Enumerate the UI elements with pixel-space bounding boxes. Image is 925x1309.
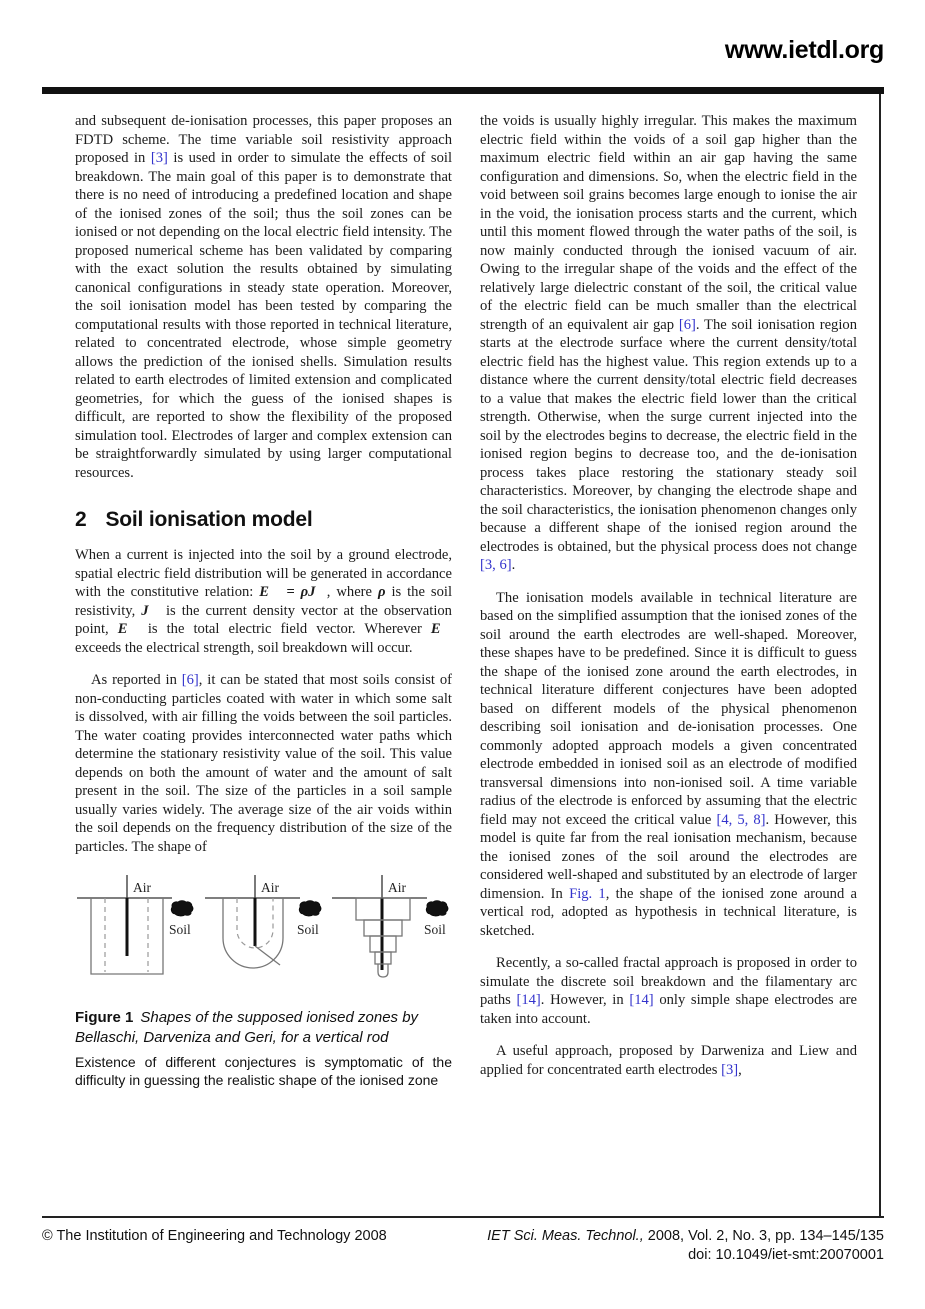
paragraph [480,112,857,575]
paragraph [75,671,452,856]
diagram-u-shaped-zone [203,872,325,992]
citation-link[interactable]: [6] [678,316,696,333]
journal-site-link[interactable]: www.ietdl.org [724,36,884,64]
text-run: The ionisation models available in technical literature are based on the simplified assumption that the ionised zones of the soil around the earth electrodes are well-shaped. Moreover, these shapes have to be predefined. Since it is difficult to guess the shape of the ionised zone around the earth electrodes, in technical literature different conjectures have been adopted based on different models of the physical phenomenon describing soil ionisation and de-ionisation processes. One commonly adopted approach models a given concentrated electrode embedded in ionised soil as an electrode of modified transversal dimensions into non-ionised soil. A time variable radius of the electrode is enforced by assuming that the electric field may not exceed the critical value [480,589,857,828]
text-run: . The soil ionisation region starts at the electrode surface where the current density/total electric field has the highest value. This region extends up to a distance where the current density/total electric field decreases to a value that makes the electric field lower than the critical strength. Otherwise, when the surge current injected into the soil by the electrodes begins to decrease, the electric field in the ionised region begins to decrease too, and the de-ionisation process takes place restoring the stationary steady soil characteristics. Moreover, by changing the electrode shape and the soil characteristics, the ionisation phenomenon changes only because a different shape of the ionised region around the electrodes is obtained, but the physical process does not change [480,316,857,555]
citation-link[interactable]: [3] [721,1061,739,1078]
text-run: E⃗ = ρJ⃗ [259,584,327,600]
text-run: ρ [377,584,386,600]
citation-link[interactable]: [3] [150,150,168,166]
ionised-zone-outline [223,898,283,968]
text-run: only simple shape electrodes are taken into account. [480,992,857,1027]
soil-blob-icon [426,901,448,917]
right-column [480,112,857,1093]
section-title: Soil ionisation model [105,508,313,531]
text-run: Recently, a so-called fractal approach is proposed in order to simulate the discrete soil breakdown and the filamentary arc paths [480,955,857,1008]
text-run: J⃗ [141,602,160,619]
figure1-diagrams [75,872,452,992]
paragraph [75,112,452,482]
diagram-stepped-zone [330,872,452,992]
text-run: exceeds the electrical strength, soil breakdown will occur. [75,639,413,656]
figure-1 [75,872,452,1089]
text-run: A useful approach, proposed by Darweniza and Liew and applied for concentrated earth electrodes [480,1043,857,1078]
text-run: is the total electric field vector. Wherever [138,621,431,637]
soil-label: Soil [296,922,319,937]
citation-link[interactable]: [6] [181,672,199,688]
text-run: , where [326,584,378,600]
figure-caption [75,1008,452,1047]
text-run: E⃗ [117,621,139,637]
left-column [75,112,452,1093]
paragraph [75,546,452,657]
section-heading [75,508,452,532]
text-run: , it can be stated that most soils consist of non-conducting particles coated with water in which some salt is dissolved, with air filling the voids between the soil particles. The water coating provides interconnected water paths which determine the stationary resistivity value of the soil. This value depends on both the amount of water and the amount of salt present in the soil. The size of the particles in a soil sample usually varies widely. The average size of the air voids within the soil depends on the frequency distribution of the size of the particles. The shape of [75,672,452,855]
paragraph [480,1042,857,1079]
two-column-body [75,112,857,1093]
text-run: is the current density vector at the observation point, [75,602,452,637]
text-run: , [738,1061,742,1078]
air-label: Air [260,880,279,895]
figure-subcaption: Existence of different conjectures is symptomatic of the difficulty in guessing the realistic shape of the ionised zone [75,1054,452,1088]
doi: doi: 10.1049/iet-smt:20070001 [688,1247,884,1263]
paragraph [480,589,857,941]
citation-details: 2008, Vol. 2, No. 3, pp. 134–145/135 [643,1228,884,1244]
citation-link[interactable]: [14] [629,992,654,1008]
text-run: the voids is usually highly irregular. This makes the maximum electric field within the voids of a soil gap higher than the maximum electric field within an air gap having the same configuration and dimensions. So, when the electric field in the void between soil grains becomes large enough to ionise the air in the void, the ionisation process starts and the current, which until this moment flowed through the water paths of the soil, is now mainly conducted through the ionised vacuum of air. Owing to the irregular shape of the voids and the effect of the relatively large dielectric constant of the soil, the critical value of the electric field can be much smaller than the electrical strength of an equivalent air gap [480,113,857,333]
section-number: 2 [75,508,87,531]
citation-link[interactable]: [14] [516,992,541,1008]
soil-label: Soil [424,922,446,937]
citation-link[interactable]: Fig. 1 [569,885,606,902]
text-run: . [511,557,516,573]
text-run: is used in order to simulate the effects of soil breakdown. The main goal of this paper is to demonstrate that there is no need of introducing a predefined location and shape of the ionised zones of the soil; thus the soil zones can be ionised or not depending on the local electric field intensity. The proposed numerical scheme has been validated by comparing with the exact solution the results obtained by simulating canonical configurations in steady state operation. Moreover, the soil ionisation model has been tested by comparing the computational results with those reported in technical literature, related to concentrated electrode, whose simple geometry allows the prediction of the ionised shells. Simulation results related to earth electrodes of limited extension and complicated geometries, for which the guess of the ionised shapes is difficult, are reported to show the flexibility of the proposed simulation tool. Electrodes of larger and complex extension can be straightforwardly simulated by using larger computational resources. [75,150,452,481]
page-right-border [879,94,881,1218]
text-run: . However, in [540,992,630,1008]
air-label: Air [133,880,151,895]
diagram-rectangular-zone [75,872,197,992]
radius-line [255,946,280,965]
text-run: . However, this model is quite far from the real ionisation mechanism, because the ionised zones of the soil around the electrodes are considered well-shaped and substituted by an electrode of larger dimension. In [480,811,857,902]
text-run: When a current is injected into the soil by a ground electrode, spatial electric field distribution will be generated in accordance with the constitutive relation: [75,547,452,600]
text-run: is the soil resistivity, [75,584,452,619]
soil-label: Soil [169,922,191,937]
text-run: As reported in [91,672,182,688]
text-run: E⃗ [430,621,452,637]
header-rule [42,87,884,94]
soil-blob-icon [171,901,193,917]
paragraph [480,954,857,1028]
air-label: Air [388,880,406,895]
soil-blob-icon [299,901,321,917]
citation-link[interactable]: [4, 5, 8] [716,811,766,828]
journal-title: IET Sci. Meas. Technol., [487,1228,644,1244]
citation-line [487,1227,884,1246]
copyright-notice: © The Institution of Engineering and Technology 2008 [42,1228,387,1244]
citation-link[interactable]: [3, 6] [480,557,512,573]
figure-caption-label: Figure 1 [75,1009,134,1026]
text-run: and subsequent de-ionisation processes, this paper proposes an FDTD scheme. The time variable soil resistivity approach proposed in [75,113,452,166]
footer-rule [42,1216,884,1218]
page-footer [42,1227,884,1265]
text-run: , the shape of the ionised zone around a vertical rod, adopted as hypothesis in technical literature, is sketched. [480,885,857,939]
journal-reference [487,1227,884,1265]
figure-caption-text: Shapes of the supposed ionised zones by Bellaschi, Darveniza and Geri, for a vertical rod [75,1009,419,1046]
